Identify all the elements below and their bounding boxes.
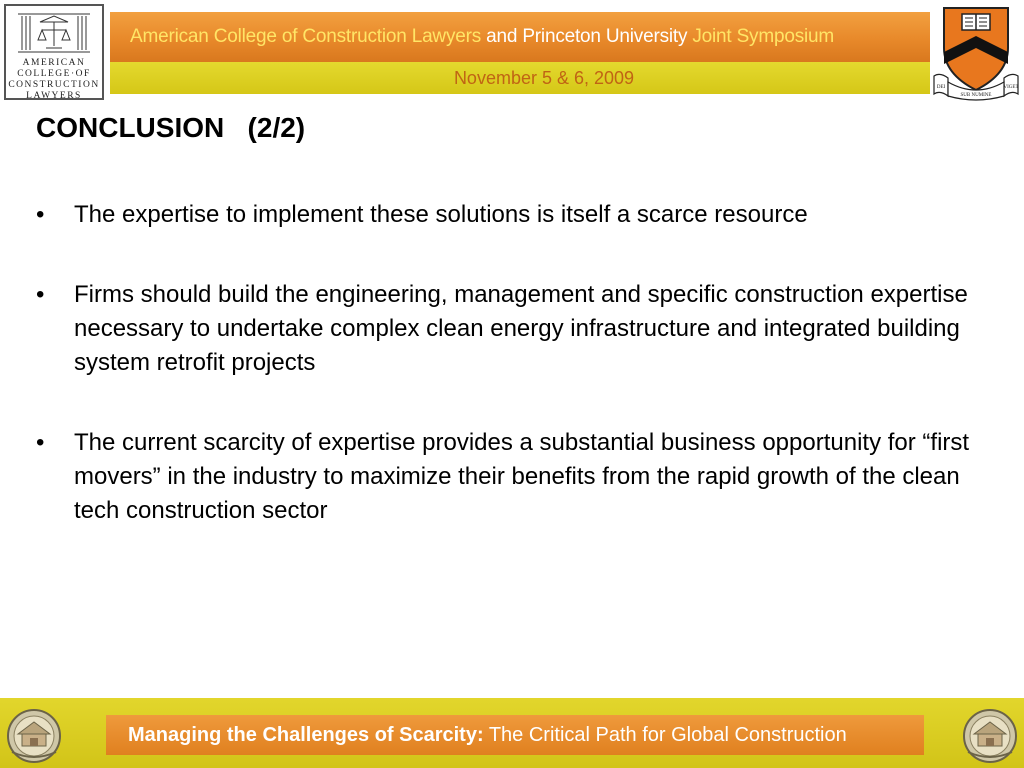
acocl-logo: [4, 4, 104, 100]
banner-org2: Princeton University: [522, 26, 688, 47]
logo-line: CONSTRUCTION: [8, 80, 100, 90]
bullet-item: [36, 278, 976, 380]
slide-header: [0, 0, 1024, 104]
banner-date: November 5 & 6, 2009: [453, 67, 635, 88]
motto-center: SUB NUMINE: [960, 93, 992, 98]
bullet-marker: •: [36, 281, 45, 308]
logo-line: LAWYERS: [26, 91, 82, 101]
shield-icon: [930, 2, 1022, 104]
symposium-banner: [110, 12, 930, 94]
bullet-item: [36, 426, 976, 528]
logo-line: AMERICAN: [22, 58, 86, 68]
bullet-list: [36, 198, 976, 574]
bullet-marker: •: [36, 201, 45, 228]
bullet-text: Firms should build the engineering, management and specific construction expertise necessary to undertake complex clean energy infrastructure and integrated building system retrofit projects: [74, 281, 968, 376]
footer-theme-bar: [106, 715, 924, 755]
bullet-text: The current scarcity of expertise provides a substantial business opportunity for “first movers” in the industry to maximize their benefits from the rapid growth of the clean tech construction sector: [74, 429, 970, 524]
princeton-shield-logo: [930, 2, 1022, 104]
banner-date-strip: [110, 62, 930, 94]
globe-emblem-icon: [958, 700, 1022, 766]
bullet-item: [36, 198, 976, 232]
footer-theme-rest: The Critical Path for Global Construction: [483, 723, 847, 746]
banner-conjunction: and: [481, 26, 523, 47]
bullet-marker: •: [36, 429, 45, 456]
acocl-logo-text: [6, 58, 102, 102]
motto-left: DEI: [936, 85, 946, 90]
slide-footer: [0, 698, 1024, 768]
banner-title: [110, 12, 930, 62]
slide-title: CONCLUSION (2/2): [36, 112, 306, 143]
bullet-text: The expertise to implement these solutions is itself a scarce resource: [74, 201, 808, 228]
banner-org1: American College of Construction Lawyers: [130, 26, 482, 47]
globe-emblem-icon: [2, 700, 66, 766]
columns-emblem-icon: [12, 10, 96, 56]
footer-theme-bold: Managing the Challenges of Scarcity:: [128, 723, 484, 746]
banner-event: Joint Symposium: [687, 26, 835, 47]
logo-line: COLLEGE·OF: [17, 69, 91, 79]
motto-right: VIGET: [1003, 85, 1019, 90]
